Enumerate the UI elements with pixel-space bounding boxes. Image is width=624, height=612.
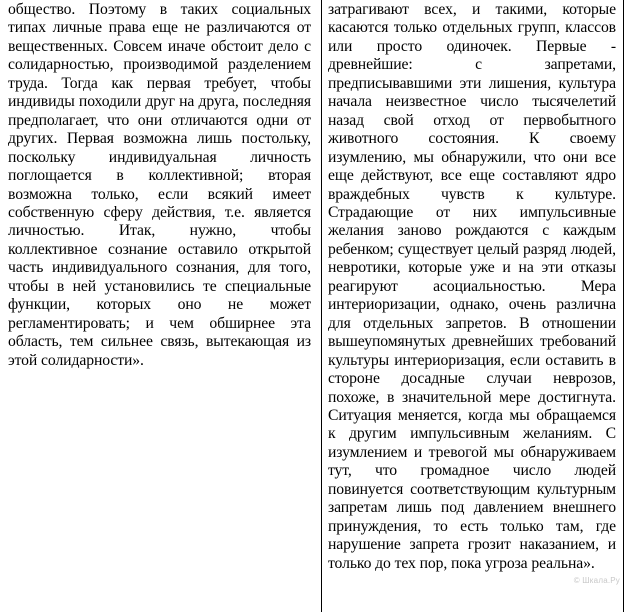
left-column-text: общество. Поэтому в таких социальных типах личные права еще не различаются от вещественных. Совсем иначе обстоит дело с солидарностью, производимой разделением труда. Тогда как первая требует, чтобы индивиды походили друг на друга, последняя предполагает, что они отличаются одни от других. Первая возможна лишь постольку, поскольку индивидуальная личность поглощается в коллективной; вторая возможна только, если всякий имеет собственную сферу действия, т.е. является личностью. Итак, нужно, чтобы коллективное сознание оставило открытой часть индивидуального сознания, для того, чтобы в ней установились те специальные функции, которых оно не может регламентировать; и чем обширнее эта область, тем сильнее связь, вытекающая из этой солидарности». [8,1,311,369]
right-column-cell [322,0,624,612]
watermark: © Шкала.Ру [573,576,620,585]
right-column-text: затрагивают всех, и такими, которые касаются только отдельных групп, классов или просто одиночек. Первые - древнейшие: с запретами, предписывавшими эти лишения, культура начала неизвестное число тысячелетий назад свой отход от первобытного животного состояния. К своему изумлению, мы обнаружили, что они все еще действуют, все еще составляют ядро враждебных чувств к культуре. Страдающие от них импульсивные желания заново рождаются с каждым ребенком; существует целый разряд людей, невротики, которые уже и на эти отказы реагируют асоциальностью. Мера интериоризации, однако, очень различна для отдельных запретов. В отношении вышеупомянутых древнейших требований культуры интериоризация, если оставить в стороне досадные случаи неврозов, похоже, в значительной мере достигнута. Ситуация меняется, когда мы обращаемся к другим импульсивным желаниям. С изумлением и тревогой мы обнаруживаем тут, что громадное число людей повинуется соответствующим культурным запретам лишь под давлением внешнего принуждения, то есть только там, где нарушение запрета грозит наказанием, и только до тех пор, пока угроза реальна». [328,1,616,572]
